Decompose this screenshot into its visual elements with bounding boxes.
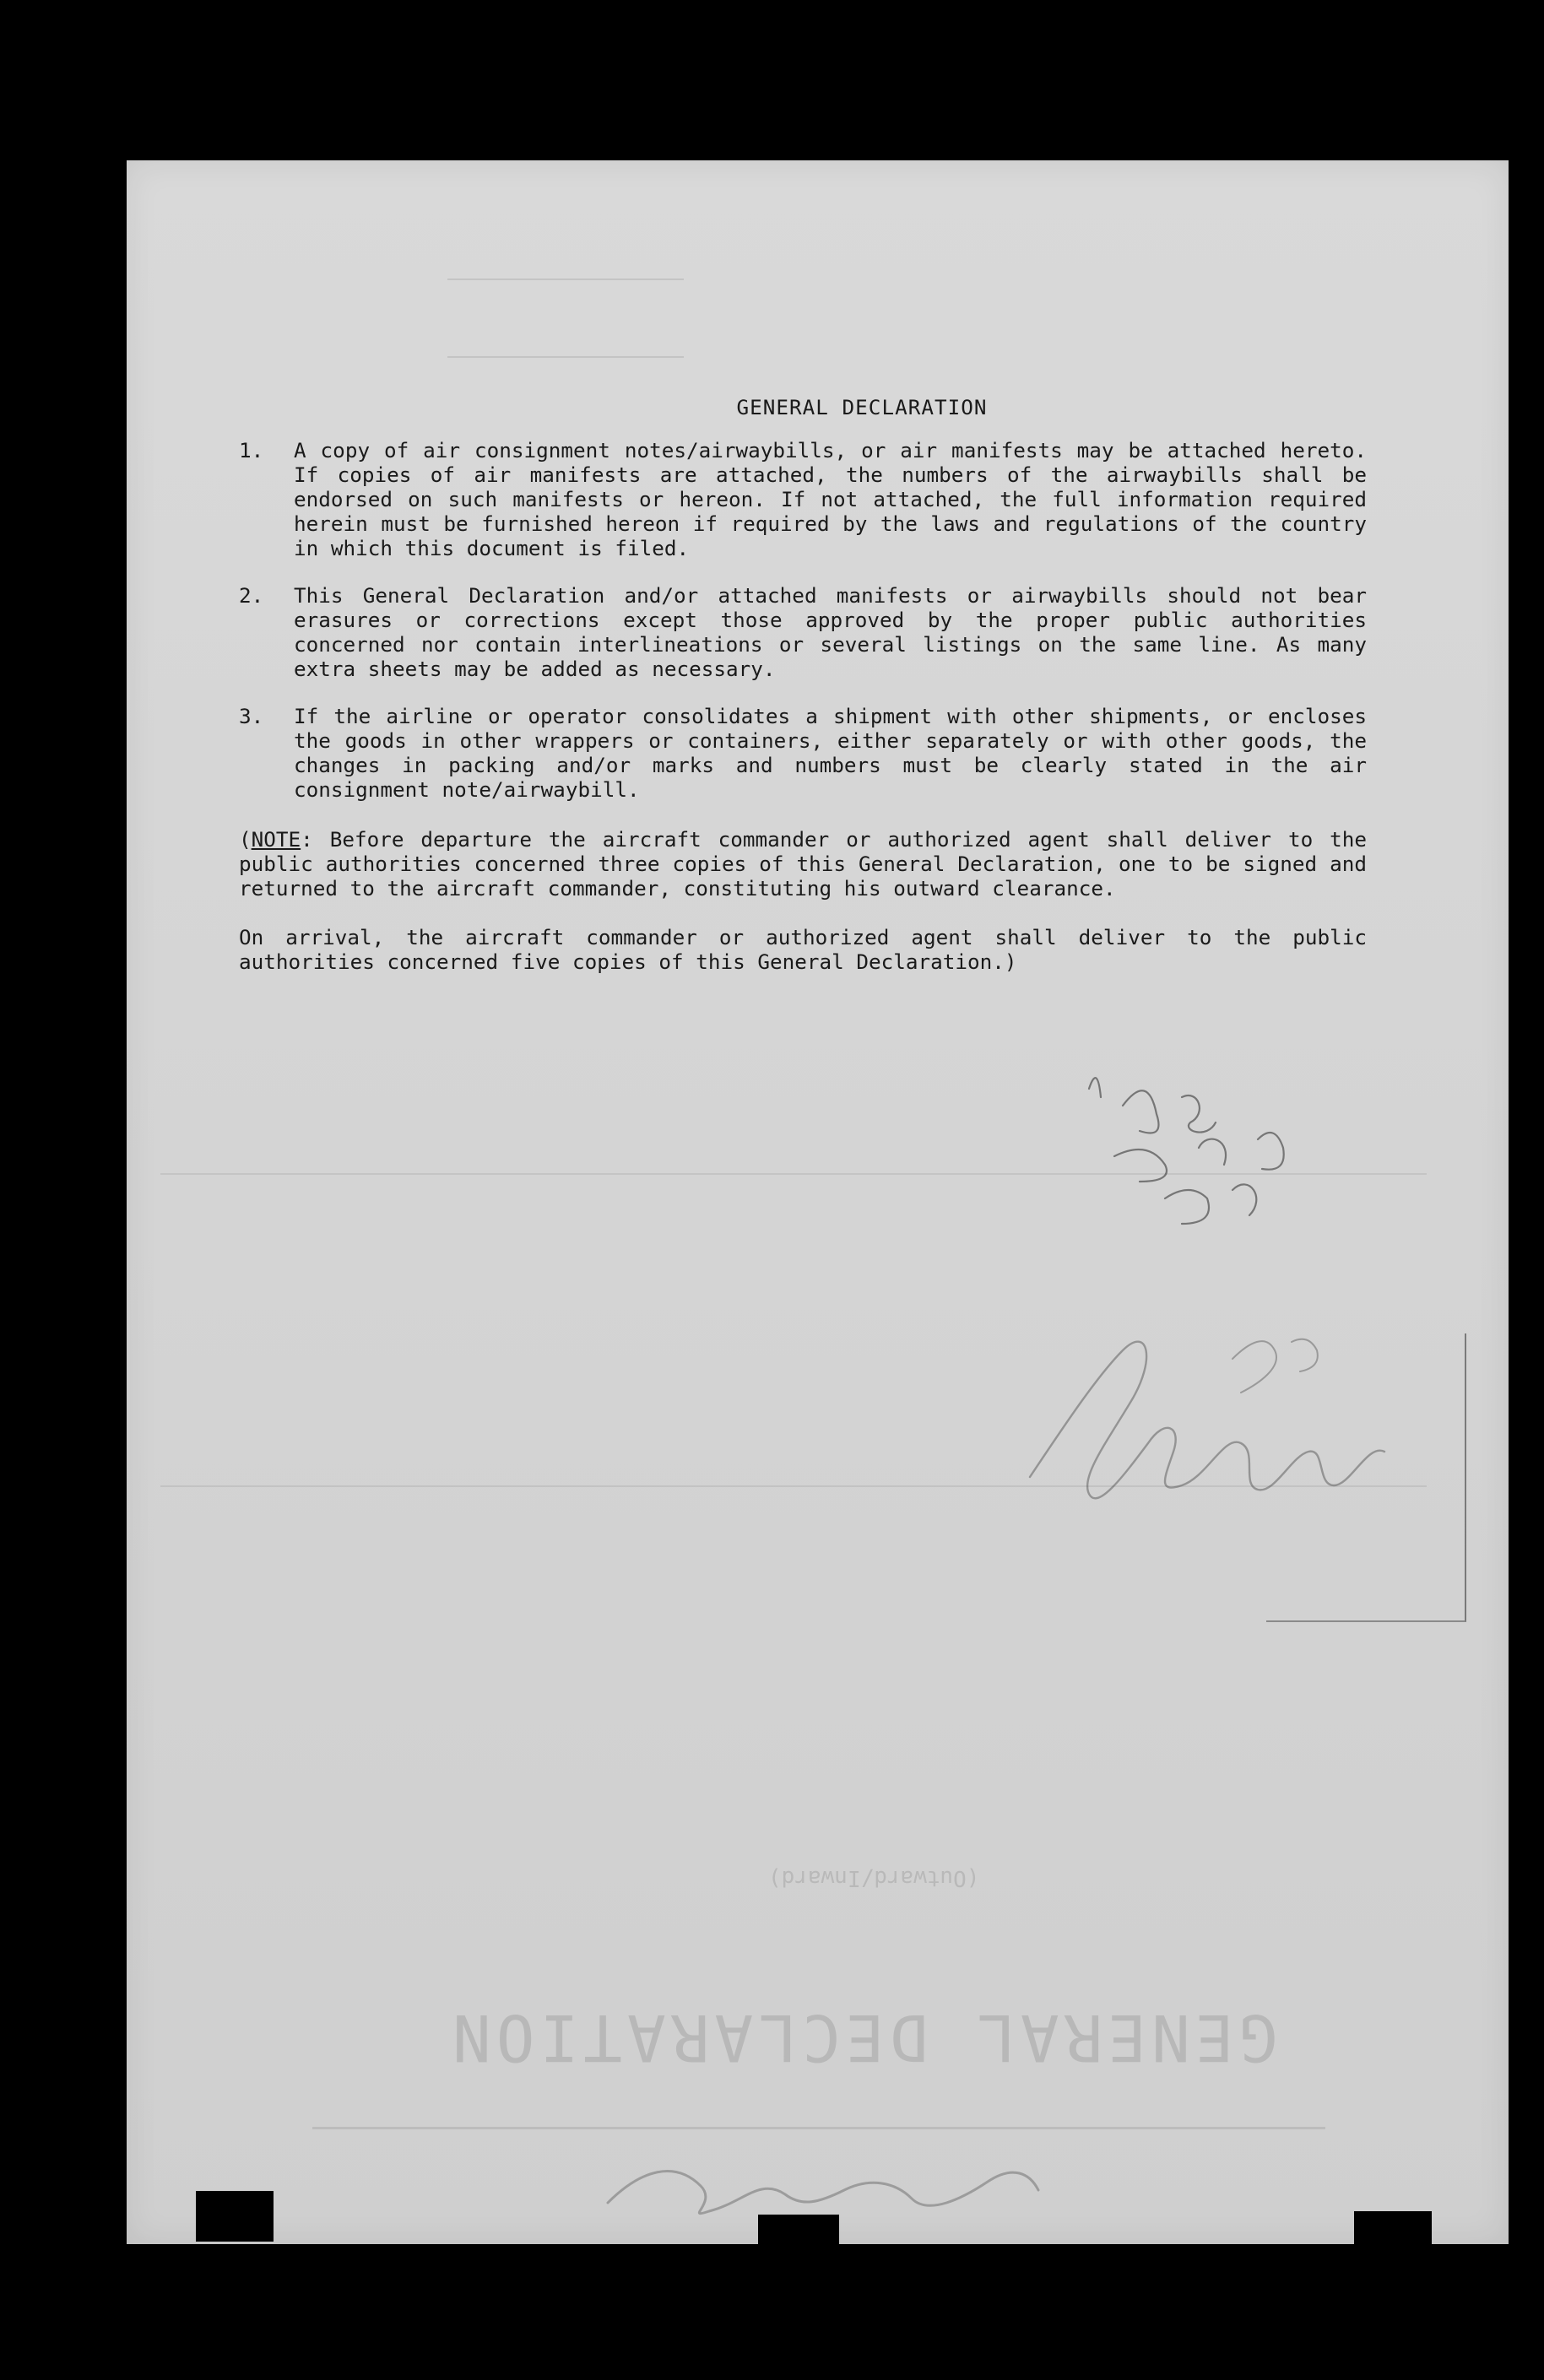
scan-tab-right xyxy=(1354,2211,1432,2245)
item-text: This General Declaration and/or attached manifests or airwaybills should not bear erasures or corrections except those approved by the proper public authorities concerned nor contain interlineations or several listings on the same line. As many extra sheets may be added as necessary. xyxy=(294,583,1367,681)
scan-tab-left xyxy=(196,2191,274,2242)
note-label: NOTE xyxy=(251,827,301,852)
item-number: 1. xyxy=(239,438,264,462)
bleed-through-block xyxy=(447,279,684,358)
bleed-through-line-3 xyxy=(160,1173,1427,1175)
list-item xyxy=(239,704,1367,802)
item-text: If the airline or operator consolidates a shipment with other shipments, or encloses the goods in other wrappers or containers, either separately or with other goods, the changes in packing and/or marks and numbers must be clearly stated in the air consignment note/airwaybill. xyxy=(294,704,1367,802)
item-text: A copy of air consignment notes/airwaybills, or air manifests may be attached hereto. If copies of air manifests are attached, the numbers of the airwaybills shall be endorsed on such manifests or hereon. If not attached, the full information required herein must be furnished hereon if required by the laws and regulations of the country in which this document is filed. xyxy=(294,438,1367,560)
note-text: : Before departure the aircraft commander or authorized agent shall deliver to the public authorities concerned three copies of this General Declaration, one to be signed and returned to the aircraft commander, constituting his outward clearance. xyxy=(239,827,1367,901)
arrival-paragraph: On arrival, the aircraft commander or authorized agent shall deliver to the public authorities concerned five copies of this General Declaration.) xyxy=(239,925,1367,974)
bleed-through-main: GENERAL DECLARATION xyxy=(447,2000,1278,2075)
bleed-through-line-1 xyxy=(312,2127,1325,2129)
bleed-through-sub: (Outward/Inward) xyxy=(768,1865,980,1890)
page-title: GENERAL DECLARATION xyxy=(736,395,988,419)
note-open-paren: ( xyxy=(239,827,252,852)
scan-tab-center xyxy=(758,2215,839,2245)
list-item xyxy=(239,583,1367,681)
stamp-box-outline xyxy=(1266,1333,1466,1622)
item-number: 3. xyxy=(239,704,264,728)
declaration-text xyxy=(239,395,1367,974)
bleed-through-line-2 xyxy=(160,1485,1427,1487)
list-item xyxy=(239,438,1367,560)
note-paragraph xyxy=(239,827,1367,901)
item-number: 2. xyxy=(239,583,264,608)
